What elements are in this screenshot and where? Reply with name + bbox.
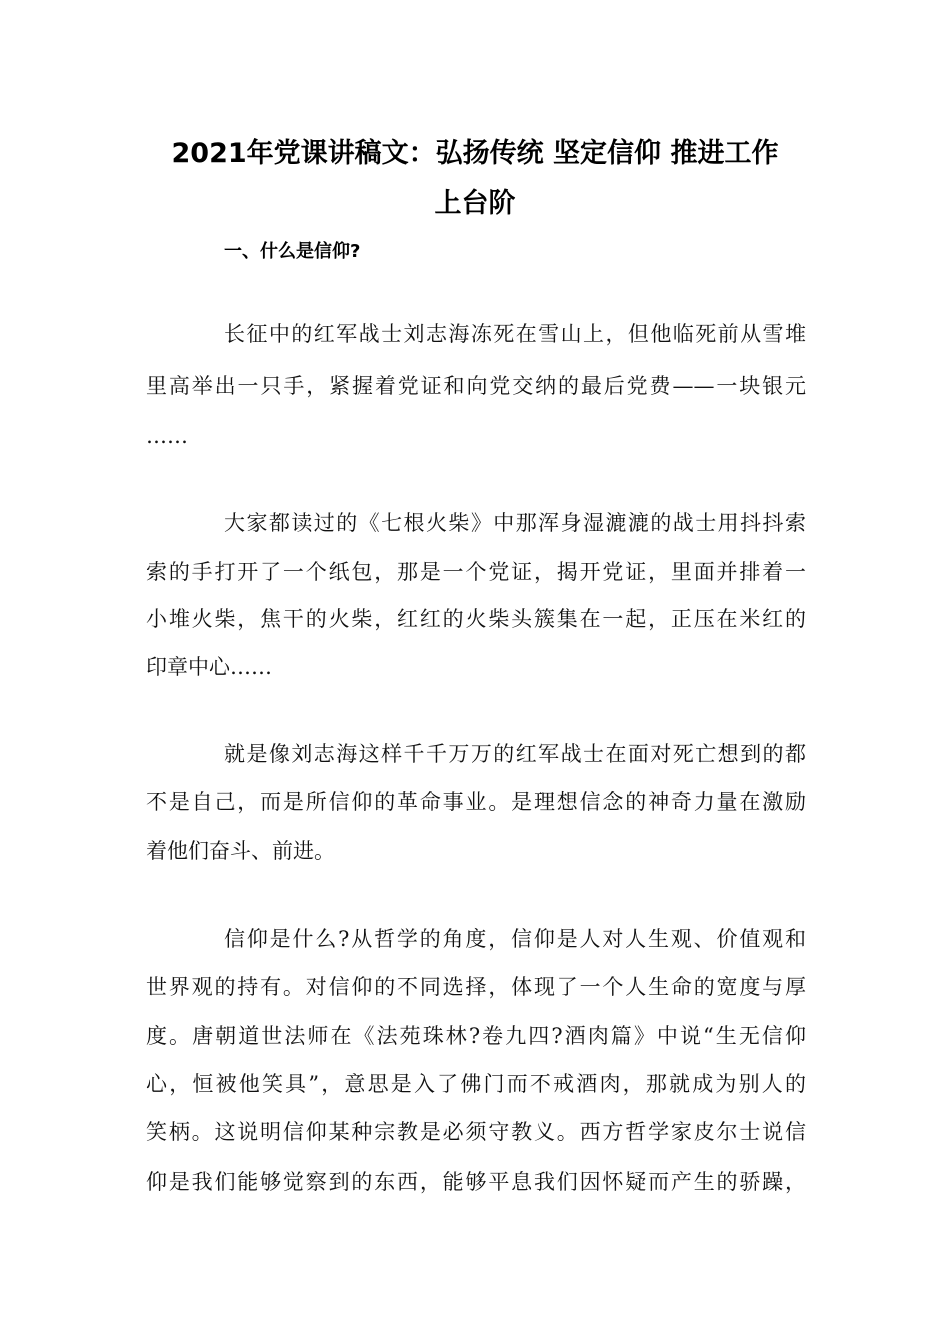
paragraph-line: 里高举出一只手，紧握着党证和向党交纳的最后党费——一块银元 (146, 374, 806, 398)
document-title-line-1: 2021年党课讲稿文：弘扬传统 坚定信仰 推进工作 (171, 138, 779, 169)
paragraph-line: 心，恒被他笑具”，意思是入了佛门而不戒酒肉，那就成为别人的 (146, 1072, 806, 1096)
paragraph-line: 不是自己，而是所信仰的革命事业。是理想信念的神奇力量在激励 (146, 790, 806, 814)
paragraph-line: 信仰是什么?从哲学的角度，信仰是人对人生观、价值观和 (224, 927, 806, 951)
paragraph-line: 长征中的红军战士刘志海冻死在雪山上，但他临死前从雪堆 (224, 322, 806, 346)
paragraph-line: 印章中心…… (146, 655, 272, 679)
paragraph-line: 度。唐朝道世法师在《法苑珠林?卷九四?酒肉篇》中说“生无信仰 (146, 1024, 806, 1048)
paragraph-line: 就是像刘志海这样千千万万的红军战士在面对死亡想到的都 (224, 742, 806, 766)
paragraph-line: …… (146, 424, 188, 448)
paragraph-line: 着他们奋斗、前进。 (146, 839, 335, 863)
paragraph-line: 小堆火柴，焦干的火柴，红红的火柴头簇集在一起，正压在米红的 (146, 607, 806, 631)
paragraph-line: 仰是我们能够觉察到的东西，能够平息我们因怀疑而产生的骄躁， (146, 1170, 806, 1194)
document-title-line-2: 上台阶 (434, 188, 516, 219)
paragraph-line: 索的手打开了一个纸包，那是一个党证，揭开党证，里面并排着一 (146, 560, 806, 584)
section-heading: 一、什么是信仰? (224, 241, 361, 262)
paragraph-line: 大家都读过的《七根火柴》中那浑身湿漉漉的战士用抖抖索 (224, 511, 806, 535)
paragraph-line: 世界观的持有。对信仰的不同选择，体现了一个人生命的宽度与厚 (146, 975, 806, 999)
paragraph-line: 笑柄。这说明信仰某种宗教是必须守教义。西方哲学家皮尔士说信 (146, 1120, 806, 1144)
